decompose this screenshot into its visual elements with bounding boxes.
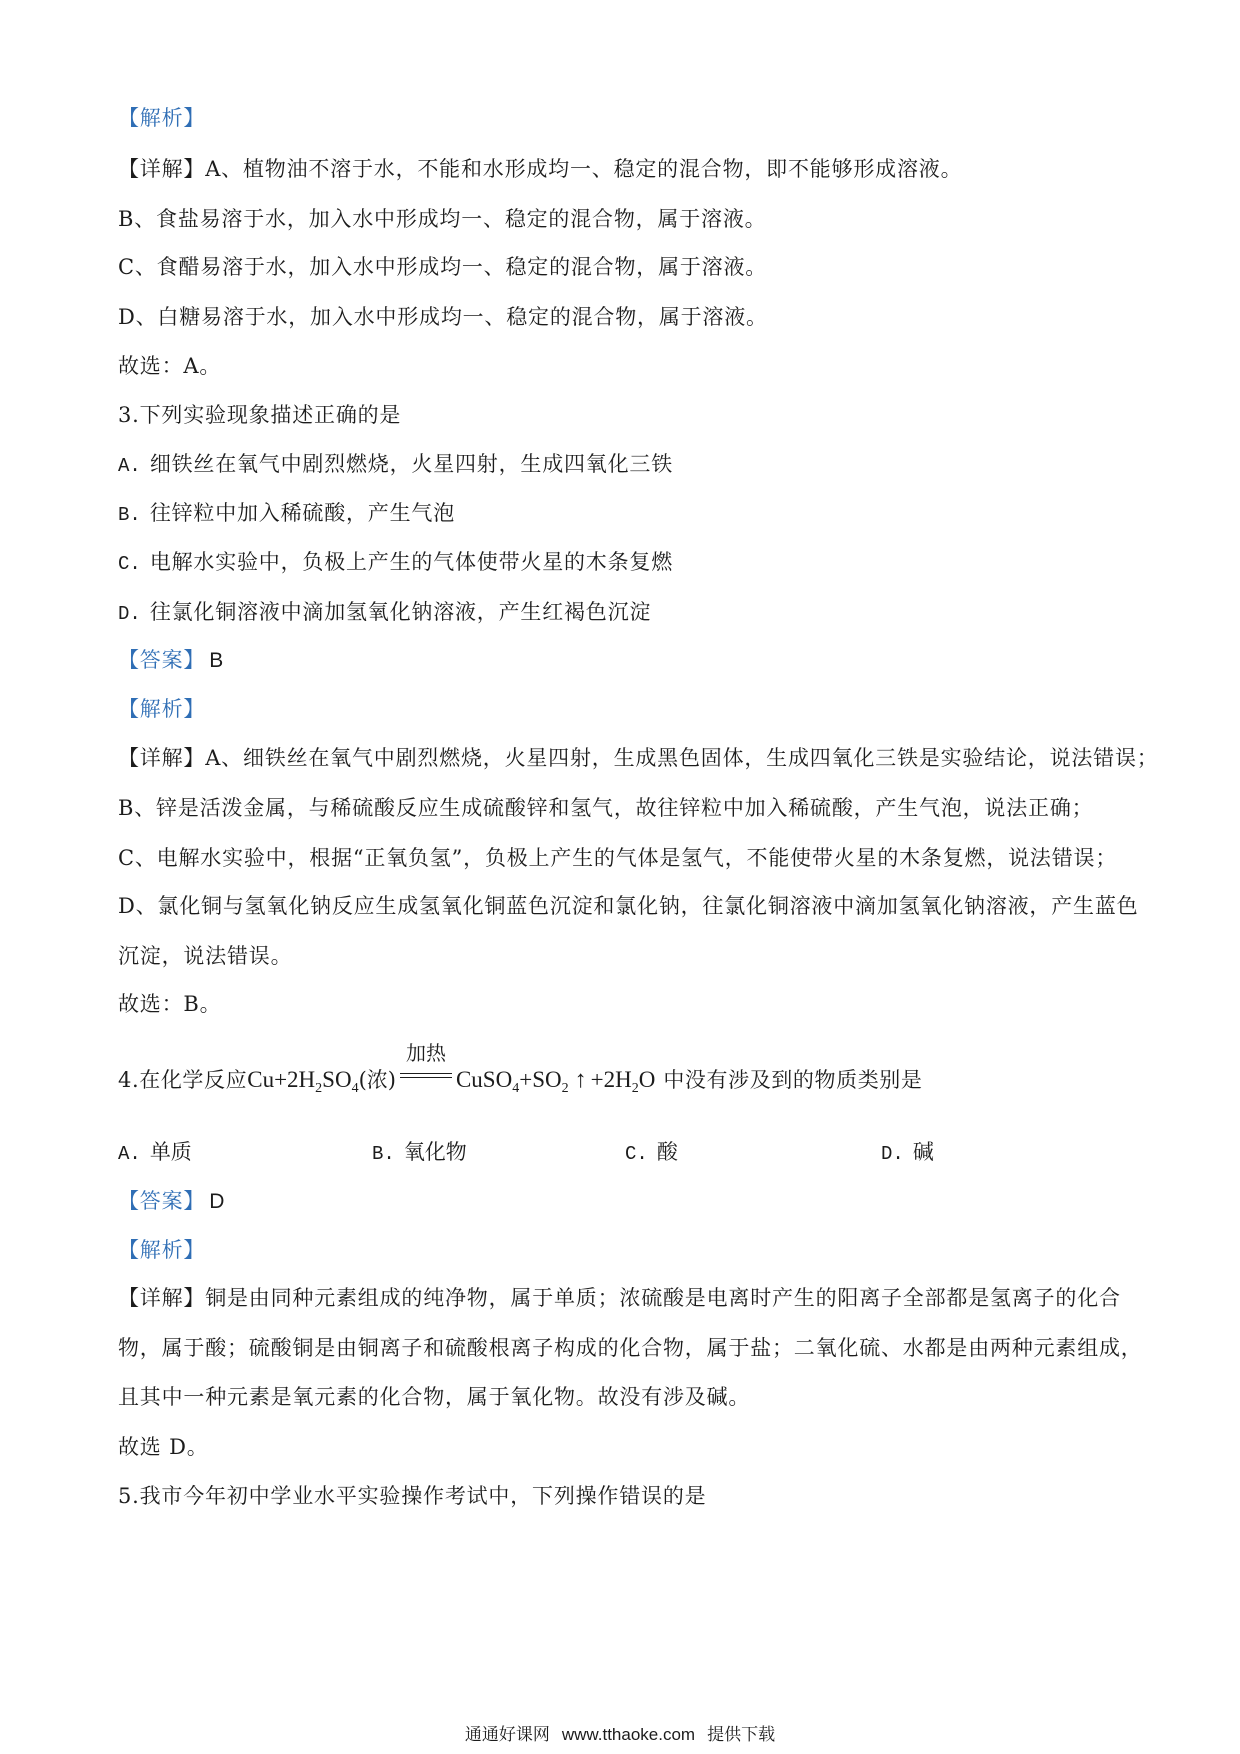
option-letter: B. [372,1143,395,1165]
product-text: +SO [519,1067,562,1092]
q3-detail-text: A、细铁丝在氧气中剧烈燃烧，火星四射，生成黑色固体，生成四氧化三铁是实验结论，说法错误； [205,746,1159,770]
option-text: 往氯化铜溶液中滴加氢氧化钠溶液，产生红褐色沉淀 [149,600,652,624]
equation-reactants [247,1067,396,1096]
subscript: 2 [561,1081,569,1096]
option-letter: A. [118,1143,141,1165]
option-letter: C. [118,553,141,575]
q4-detail-line: 物，属于酸；硫酸铜是由铜离子和硫酸根离子构成的化合物，属于盐；二氧化硫、水都是由两种元素组成， [118,1336,1143,1360]
q2-detail-line: B、食盐易溶于水，加入水中形成均一、稳定的混合物，属于溶液。 [118,207,767,231]
reaction-condition [398,1041,454,1100]
q3-option-b [118,498,455,528]
product-text: O [638,1067,656,1092]
q2-detail-line: C、食醋易溶于水，加入水中形成均一、稳定的混合物，属于溶液。 [118,255,768,279]
footer-url: www.tthaoke.com [561,1725,696,1744]
q3-detail-line: 沉淀，说法错误。 [118,944,293,968]
q3-detail-line: C、电解水实验中，根据“正氧负氢”，负极上产生的气体是氢气，不能使带火星的木条复燃，说法错误； [118,846,1118,870]
gas-arrow-icon: ↑ [574,1067,587,1093]
q3-answer-label: 【答案】 [118,648,206,672]
page-footer [0,1722,1240,1748]
q4-answer [118,1186,224,1216]
q4-option-c [625,1137,678,1167]
double-line-sign [400,1073,452,1078]
q4-stem [118,1041,923,1100]
product-text: CuSO [455,1067,513,1092]
option-text: 酸 [656,1140,678,1164]
q4-option-d [881,1137,934,1167]
subscript: 2 [631,1081,639,1096]
q2-detail-text: A、植物油不溶于水，不能和水形成均一、稳定的混合物，即不能够形成溶液。 [205,157,963,181]
q4-conclusion: 故选 D。 [118,1435,209,1459]
q2-detail-line [118,154,962,184]
q4-detail-line [118,1283,1121,1313]
q3-detail-label: 【详解】 [118,746,206,770]
q3-conclusion: 故选：B。 [118,992,222,1016]
option-text: 往锌粒中加入稀硫酸，产生气泡 [149,501,456,525]
q4-detail-text: 铜是由同种元素组成的纯净物，属于单质；浓硫酸是电离时产生的阳离子全部都是氢离子的化合 [205,1286,1121,1310]
subscript: 2 [315,1081,323,1096]
q4-answer-label: 【答案】 [118,1189,206,1213]
reactant-text: SO [322,1067,352,1092]
subscript: 4 [351,1081,359,1096]
q4-option-b [372,1137,467,1167]
q4-detail-label: 【详解】 [118,1286,206,1310]
option-letter: C. [625,1143,648,1165]
q4-stem-prefix: 4.在化学反应 [118,1068,248,1092]
option-letter: B. [118,504,141,526]
option-letter: D. [118,603,141,625]
option-text: 细铁丝在氧气中剧烈燃烧，火星四射，生成四氧化三铁 [149,452,674,476]
option-text: 电解水实验中，负极上产生的气体使带火星的木条复燃 [149,550,674,574]
q3-answer-value: B [209,649,224,672]
q2-detail-line: D、白糖易溶于水，加入水中形成均一、稳定的混合物，属于溶液。 [118,305,768,329]
reactant-note: (浓) [358,1068,396,1092]
q3-detail-line [118,743,1159,773]
equation-products [455,1067,656,1096]
product-text: +2H [590,1067,632,1092]
q4-detail-line: 且其中一种元素是氧元素的化合物，属于氧化物。故没有涉及碱。 [118,1385,751,1409]
q2-detail-label: 【详解】 [118,157,206,181]
condition-label: 加热 [405,1041,446,1065]
option-letter: A. [118,455,141,477]
q3-detail-line: B、锌是活泼金属，与稀硫酸反应生成硫酸锌和氢气，故往锌粒中加入稀硫酸，产生气泡，说法正确； [118,796,1094,820]
q5-stem: 5.我市今年初中学业水平实验操作考试中，下列操作错误的是 [118,1484,707,1508]
q3-detail-line: D、氯化铜与氢氧化钠反应生成氢氧化铜蓝色沉淀和氯化钠，往氯化铜溶液中滴加氢氧化钠溶液，产生蓝色 [118,894,1139,918]
footer-note: 提供下载 [707,1725,776,1745]
option-text: 单质 [149,1140,192,1164]
q4-stem-suffix: 中没有涉及到的物质类别是 [663,1068,923,1092]
q3-analysis-label: 【解析】 [118,697,206,721]
q3-option-c [118,547,673,577]
footer-site-name: 通通好课网 [464,1725,550,1745]
q4-option-a [118,1137,192,1167]
option-text: 氧化物 [403,1140,467,1164]
q2-analysis-label: 【解析】 [118,106,206,130]
q3-answer [118,645,223,675]
reactant-text: Cu+2H [247,1067,316,1092]
q3-option-d [118,597,651,627]
option-text: 碱 [912,1140,934,1164]
q4-analysis-label: 【解析】 [118,1238,206,1262]
q3-stem: 3.下列实验现象描述正确的是 [118,403,402,427]
q3-option-a [118,449,673,479]
q4-answer-value: D [209,1190,225,1213]
option-letter: D. [881,1143,904,1165]
subscript: 4 [512,1081,520,1096]
q2-conclusion: 故选：A。 [118,354,222,378]
